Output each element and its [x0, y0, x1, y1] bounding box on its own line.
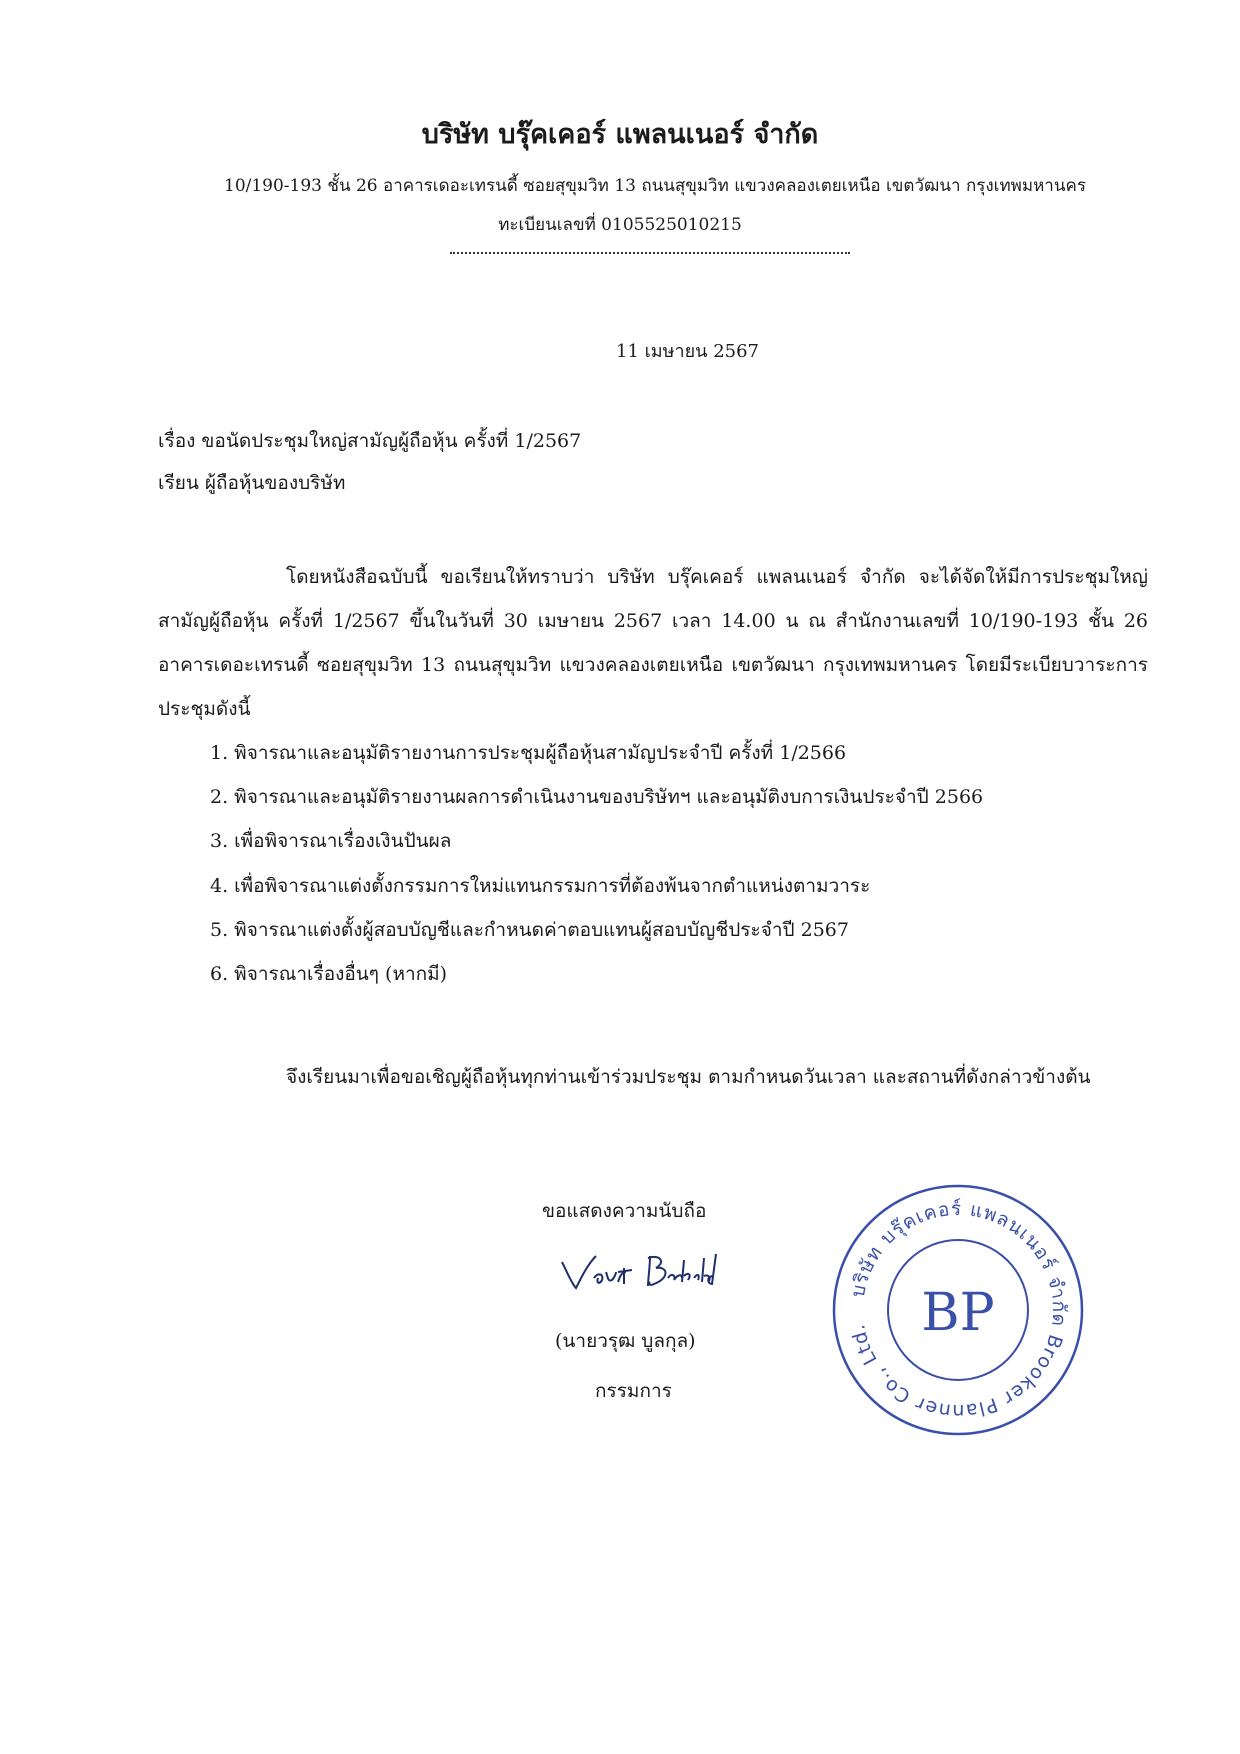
letter-date: 11 เมษายน 2567: [616, 341, 759, 362]
stamp-ring-text: บริษัท บรุ๊คเคอร์ แพลนเนอร์ จำกัด Brooker Planner Co., Ltd.: [846, 1197, 1071, 1423]
letter-subject: เรื่อง ขอนัดประชุมใหญ่สามัญผู้ถือหุ้น ครั้งที่ 1/2567: [158, 430, 582, 452]
signer-name: (นายวรุฒ บูลกุล): [555, 1330, 696, 1352]
closing-paragraph: จึงเรียนมาเพื่อขอเชิญผู้ถือหุ้นทุกท่านเข้าร่วมประชุม ตามกำหนดวันเวลา และสถานที่ดังกล่าวข้างต้น: [286, 1066, 1091, 1088]
company-name: บริษัท บรุ๊คเคอร์ แพลนเนอร์ จำกัด: [421, 119, 819, 150]
signature: [558, 1248, 748, 1296]
agenda-item: 4. เพื่อพิจารณาแต่งตั้งกรรมการใหม่แทนกรรมการที่ต้องพ้นจากตำแหน่งตามวาระ: [210, 875, 871, 897]
agenda-item: 3. เพื่อพิจารณาเรื่องเงินปันผล: [210, 830, 452, 852]
company-stamp: [828, 1180, 1088, 1440]
letter-recipient: เรียน ผู้ถือหุ้นของบริษัท: [158, 472, 346, 494]
agenda-item: 2. พิจารณาและอนุมัติรายงานผลการดำเนินงานของบริษัทฯ และอนุมัติงบการเงินประจำปี 2566: [210, 786, 984, 808]
signer-title: กรรมการ: [595, 1380, 672, 1402]
agenda-item: 6. พิจารณาเรื่องอื่นๆ (หากมี): [210, 963, 448, 985]
closing-salutation: ขอแสดงความนับถือ: [542, 1200, 707, 1222]
agenda-item: 5. พิจารณาแต่งตั้งผู้สอบบัญชีและกำหนดค่าตอบแทนผู้สอบบัญชีประจำปี 2567: [210, 919, 849, 941]
stamp-initials: BP: [921, 1283, 995, 1343]
company-address: 10/190-193 ชั้น 26 อาคารเดอะเทรนดี้ ซอยสุขุมวิท 13 ถนนสุขุมวิท แขวงคลองเตยเหนือ เขตวัฒนา กรุงเทพมหานคร: [224, 176, 1086, 196]
body-paragraph: โดยหนังสือฉบับนี้ ขอเรียนให้ทราบว่า บริษัท บรุ๊คเคอร์ แพลนเนอร์ จำกัด จะได้จัดให้มีการประชุมใหญ่สามัญผู้ถือหุ้น ครั้งที่ 1/2567 ขึ้นในวันที่ 30 เมษายน 2567 เวลา 14.00 น ณ สำนักงานเลขที่ 10/190-193 ชั้น 26 อาคารเดอะเทรนดี้ ซอยสุขุมวิท 13 ถนนสุขุมวิท แขวงคลองเตยเหนือ เขตวัฒนา กรุงเทพมหานคร โดยมีระเบียบวาระการประชุมดังนี้: [158, 566, 1148, 720]
agenda-item: 1. พิจารณาและอนุมัติรายงานการประชุมผู้ถือหุ้นสามัญประจำปี ครั้งที่ 1/2566: [210, 742, 847, 764]
registration-number: ทะเบียนเลขที่ 0105525010215: [498, 215, 742, 235]
header-divider: [450, 252, 850, 254]
